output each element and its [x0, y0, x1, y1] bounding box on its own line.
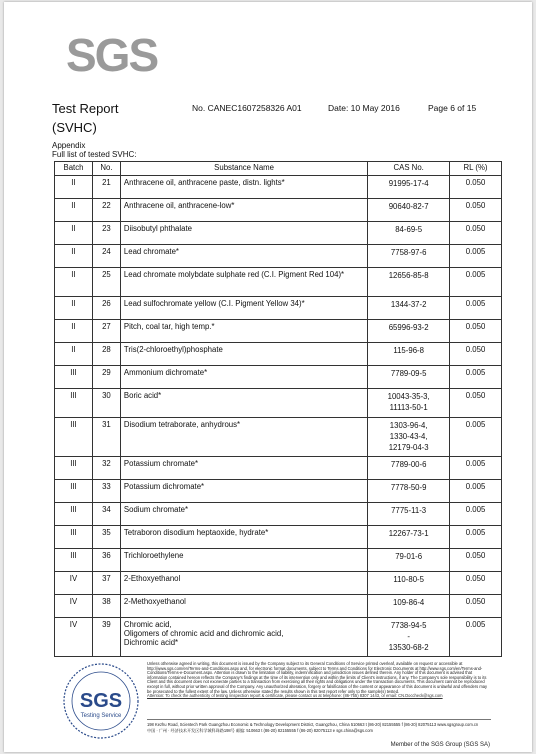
- cell-cas: 110-80-5: [368, 572, 450, 595]
- cell-no: 26: [92, 297, 120, 320]
- cell-rl: 0.005: [450, 457, 502, 480]
- cell-no: 36: [92, 549, 120, 572]
- cell-rl: 0.005: [450, 366, 502, 389]
- cell-cas: 7775-11-3: [368, 503, 450, 526]
- table-row: [55, 343, 502, 366]
- cell-name: Lead sulfochromate yellow (C.I. Pigment Yellow 34)*: [120, 297, 367, 320]
- cell-batch: II: [55, 297, 93, 320]
- cell-rl: 0.005: [450, 297, 502, 320]
- cell-rl: 0.005: [450, 526, 502, 549]
- header-rl: RL (%): [450, 162, 502, 176]
- cell-rl: 0.050: [450, 176, 502, 199]
- table-header-row: [55, 162, 502, 176]
- stamp-subtitle: Testing Service: [80, 713, 122, 719]
- page-number: Page 6 of 15: [428, 103, 477, 113]
- cell-no: 30: [92, 389, 120, 418]
- table-row: [55, 366, 502, 389]
- cell-name: Lead chromate molybdate sulphate red (C.I. Pigment Red 104)*: [120, 268, 367, 297]
- member-line: Member of the SGS Group (SGS SA): [390, 742, 490, 748]
- cell-name: Sodium chromate*: [120, 503, 367, 526]
- cell-batch: IV: [55, 618, 93, 657]
- cell-name: 2-Methoxyethanol: [120, 595, 367, 618]
- cell-rl: 0.005: [450, 418, 502, 457]
- cell-no: 27: [92, 320, 120, 343]
- cell-name: Ammonium dichromate*: [120, 366, 367, 389]
- cell-batch: III: [55, 503, 93, 526]
- table-row: [55, 199, 502, 222]
- title-line-2: (SVHC): [52, 120, 97, 135]
- cell-cas: 12656-85-8: [368, 268, 450, 297]
- cell-no: 32: [92, 457, 120, 480]
- cell-no: 24: [92, 245, 120, 268]
- address-chinese: 中国 · 广州 · 经济技术开发区科学城科珠路198号 邮编: 510663 t (86-20) 82155555 f (86-20) 82075113 e sgs.china@sgs.com: [147, 727, 373, 733]
- table-row: [55, 176, 502, 199]
- cell-batch: III: [55, 366, 93, 389]
- cell-batch: II: [55, 222, 93, 245]
- testing-service-stamp: [62, 662, 140, 740]
- cell-rl: 0.005: [450, 268, 502, 297]
- cell-no: 21: [92, 176, 120, 199]
- cell-cas: 91995-17-4: [368, 176, 450, 199]
- sgs-logo: [66, 29, 158, 81]
- disclaimer-text: Unless otherwise agreed in writing, this document is issued by the Company subject to its General Conditions of Service printed overleaf, available on request or accessible at http://www.sgs.com/en/Terms-and-Conditions.aspx and, for electronic format documents, subject to Terms and Conditions for Electronic Documents at http://www.sgs.com/en/Terms-and-Conditions/Terms-e-Document.aspx. Attention is drawn to the limitation of liability, indemnification and jurisdiction issues defined therein. Any holder of this document is advised that information contained hereon reflects the Company's findings at the time of its intervention only and within the limits of Client's instructions, if any. The Company's sole responsibility is to its Client and this document does not exonerate parties to a transaction from exercising all their rights and obligations under the transaction documents. This document cannot be reproduced except in full, without prior written approval of the Company. Any unauthorized alteration, forgery or falsification of the content or appearance of this document is unlawful and offenders may be prosecuted to the fullest extent of the law. Unless otherwise stated the results shown in this test report refer only to the sample(s) tested.: [147, 661, 488, 694]
- svg-text:SGS: SGS: [66, 29, 158, 81]
- cell-name: Tetraboron disodium heptaoxide, hydrate*: [120, 526, 367, 549]
- cell-cas: 7789-00-6: [368, 457, 450, 480]
- cell-name: Trichloroethylene: [120, 549, 367, 572]
- cell-no: 28: [92, 343, 120, 366]
- report-date: Date: 10 May 2016: [328, 103, 400, 113]
- cell-batch: IV: [55, 572, 93, 595]
- cell-cas: 10043-35-3, 11113-50-1: [368, 389, 450, 418]
- cell-cas: 1344-37-2: [368, 297, 450, 320]
- cell-rl: 0.005: [450, 503, 502, 526]
- cell-batch: II: [55, 320, 93, 343]
- cell-cas: 65996-93-2: [368, 320, 450, 343]
- cell-no: 23: [92, 222, 120, 245]
- cell-name: Pitch, coal tar, high temp.*: [120, 320, 367, 343]
- table-row: [55, 297, 502, 320]
- cell-no: 33: [92, 480, 120, 503]
- cell-name: Disodium tetraborate, anhydrous*: [120, 418, 367, 457]
- table-row: [55, 222, 502, 245]
- cell-batch: III: [55, 457, 93, 480]
- cell-name: Chromic acid, Oligomers of chromic acid and dichromic acid, Dichromic acid*: [120, 618, 367, 657]
- cell-name: Diisobutyl phthalate: [120, 222, 367, 245]
- cell-rl: 0.050: [450, 222, 502, 245]
- table-row: [55, 572, 502, 595]
- cell-rl: 0.050: [450, 320, 502, 343]
- report-number: No. CANEC1607258326 A01: [192, 103, 302, 113]
- cell-cas: 7738-94-5 - 13530-68-2: [368, 618, 450, 657]
- title-line-1: Test Report: [52, 101, 119, 116]
- cell-rl: 0.005: [450, 480, 502, 503]
- cell-batch: II: [55, 343, 93, 366]
- cell-rl: 0.050: [450, 549, 502, 572]
- table-row: [55, 389, 502, 418]
- appendix-subtitle: Full list of tested SVHC:: [52, 150, 137, 159]
- cell-rl: 0.005: [450, 245, 502, 268]
- cell-no: 31: [92, 418, 120, 457]
- footer-divider: [147, 719, 491, 720]
- cell-cas: 79-01-6: [368, 549, 450, 572]
- cell-rl: 0.005: [450, 618, 502, 657]
- cell-name: 2-Ethoxyethanol: [120, 572, 367, 595]
- cell-cas: 7758-97-6: [368, 245, 450, 268]
- address-english: 198 Kezhu Road, Scientech Park Guangzhou Economic & Technology Development District, Guangzhou, China 510663 t (86-20) 82155555 f (86-20) 82075113 www.sgsgroup.com.cn: [147, 722, 479, 727]
- table-row: [55, 526, 502, 549]
- report-page: [4, 2, 532, 752]
- cell-cas: 109-86-4: [368, 595, 450, 618]
- cell-batch: III: [55, 526, 93, 549]
- svhc-table: [54, 161, 502, 657]
- cell-batch: III: [55, 480, 93, 503]
- cell-rl: 0.050: [450, 595, 502, 618]
- cell-cas: 12267-73-1: [368, 526, 450, 549]
- table-row: [55, 268, 502, 297]
- cell-batch: III: [55, 389, 93, 418]
- cell-batch: II: [55, 199, 93, 222]
- cell-no: 25: [92, 268, 120, 297]
- cell-no: 29: [92, 366, 120, 389]
- cell-cas: 84-69-5: [368, 222, 450, 245]
- cell-cas: 7778-50-9: [368, 480, 450, 503]
- cell-cas: 90640-82-7: [368, 199, 450, 222]
- cell-batch: III: [55, 418, 93, 457]
- table-row: [55, 418, 502, 457]
- cell-rl: 0.050: [450, 572, 502, 595]
- table-row: [55, 549, 502, 572]
- cell-name: Anthracene oil, anthracene paste, distn. lights*: [120, 176, 367, 199]
- cell-no: 35: [92, 526, 120, 549]
- table-row: [55, 245, 502, 268]
- cell-batch: IV: [55, 595, 93, 618]
- report-title: [52, 99, 118, 137]
- cell-name: Boric acid*: [120, 389, 367, 418]
- cell-name: Potassium chromate*: [120, 457, 367, 480]
- appendix-label: Appendix: [52, 141, 86, 150]
- cell-cas: 7789-09-5: [368, 366, 450, 389]
- cell-rl: 0.050: [450, 343, 502, 366]
- cell-no: 39: [92, 618, 120, 657]
- cell-no: 38: [92, 595, 120, 618]
- stamp-logo-text: SGS: [79, 690, 123, 712]
- disclaimer: [147, 662, 491, 699]
- table-row: [55, 503, 502, 526]
- cell-batch: II: [55, 245, 93, 268]
- header-cas-no: CAS No.: [368, 162, 450, 176]
- address-block: [147, 722, 491, 733]
- table-row: [55, 618, 502, 657]
- cell-name: Anthracene oil, anthracene-low*: [120, 199, 367, 222]
- cell-batch: II: [55, 268, 93, 297]
- authenticity-notice: Attention: To check the authenticity of testing /inspection report & certificate, please contact us at telephone: (86-755) 8307 1443, or email: CN.Doccheck@sgs.com: [147, 693, 443, 699]
- cell-batch: II: [55, 176, 93, 199]
- cell-no: 22: [92, 199, 120, 222]
- cell-rl: 0.050: [450, 389, 502, 418]
- cell-no: 34: [92, 503, 120, 526]
- cell-name: Lead chromate*: [120, 245, 367, 268]
- appendix-heading: [52, 141, 136, 159]
- table-row: [55, 320, 502, 343]
- cell-batch: III: [55, 549, 93, 572]
- table-row: [55, 595, 502, 618]
- cell-cas: 1303-96-4, 1330-43-4, 12179-04-3: [368, 418, 450, 457]
- cell-name: Tris(2-chloroethyl)phosphate: [120, 343, 367, 366]
- header-batch: Batch: [55, 162, 93, 176]
- header-no: No.: [92, 162, 120, 176]
- cell-no: 37: [92, 572, 120, 595]
- header-substance-name: Substance Name: [120, 162, 367, 176]
- table-body: [55, 176, 502, 657]
- cell-rl: 0.050: [450, 199, 502, 222]
- cell-name: Potassium dichromate*: [120, 480, 367, 503]
- cell-cas: 115-96-8: [368, 343, 450, 366]
- table-row: [55, 480, 502, 503]
- table-row: [55, 457, 502, 480]
